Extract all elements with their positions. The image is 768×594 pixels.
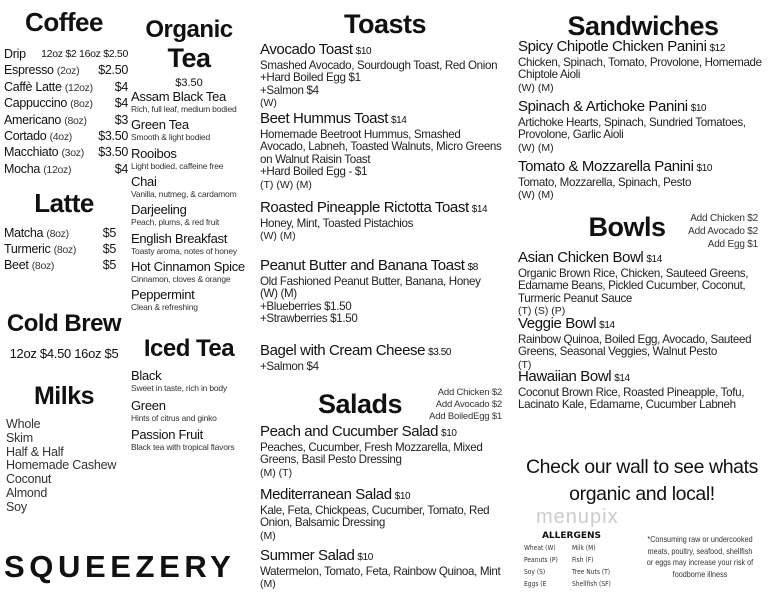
item-description: Rainbow Quinoa, Boiled Egg, Avocado, Sauteed: [518, 333, 752, 346]
item-size: (8oz): [53, 244, 77, 256]
allergen-item: Wheat (W): [524, 544, 556, 552]
coffee-item-label: [4, 145, 84, 161]
menu-item: [260, 200, 515, 243]
coffee-item: [4, 129, 128, 145]
item-price: 12oz $2 16oz $2.50: [41, 48, 128, 60]
item-name: Veggie Bowl: [518, 315, 597, 332]
item-name: Avocado Toast: [260, 41, 353, 58]
sandwiches-heading: Sandwiches: [567, 11, 719, 41]
salad-addon: Add Chicken $2: [437, 387, 502, 398]
item-allergens: (T) (W) (M): [260, 178, 312, 191]
item-description: +Strawberries $1.50: [260, 312, 358, 326]
item-description: (W) (M): [260, 287, 297, 301]
tea-name: Green: [131, 397, 166, 413]
item-price: $14: [614, 373, 630, 384]
menu-item: [260, 258, 515, 326]
item-size: (8oz): [64, 114, 87, 127]
item-price: $3.50: [98, 145, 128, 160]
item-name: Caffè Latte: [4, 79, 62, 94]
latte-item-label: [4, 242, 76, 258]
menu-item: [518, 369, 768, 412]
item-name: Summer Salad: [260, 547, 355, 564]
item-name: Spinach & Artichoke Panini: [518, 98, 688, 115]
item-name: Roasted Pineapple Rictotta Toast: [260, 199, 469, 216]
item-allergens: (W) (M): [518, 189, 554, 202]
item-title: [518, 39, 768, 57]
menu-item: [260, 111, 515, 191]
allergen-item: Eggs (E: [524, 580, 547, 588]
tea-item: [131, 232, 249, 257]
item-allergens: (M) (T): [260, 466, 293, 479]
latte-heading: Latte: [34, 188, 94, 218]
item-description: Onion, Balsamic Dressing: [260, 516, 385, 530]
organic-tea-price: $3.50: [175, 77, 203, 89]
menu-item: [518, 39, 768, 94]
tea-desc: Black tea with tropical flavors: [131, 442, 235, 452]
tea-item: [131, 288, 249, 313]
item-name: Peanut Butter and Banana Toast: [260, 257, 465, 274]
coffee-item: [4, 80, 128, 96]
item-size: (8oz): [46, 228, 69, 240]
menu-item: [518, 159, 768, 202]
item-name: Drip: [4, 47, 26, 61]
coffee-item: [4, 63, 128, 79]
allergen-item: Milk (M): [572, 544, 596, 552]
tea-item: [131, 175, 249, 200]
latte-item: [4, 226, 116, 242]
item-allergens: (W) (M): [518, 141, 554, 154]
item-allergens: (W): [260, 97, 277, 110]
iced-tea-item: [131, 428, 249, 453]
coffee-item-label: [4, 113, 87, 129]
item-name: Asian Chicken Bowl: [518, 249, 644, 266]
allergen-item: Shellfish (SF): [572, 580, 611, 588]
item-price: $5: [102, 258, 116, 272]
item-title: [260, 258, 515, 276]
item-description: Edamame Beans, Pickled Cucumber, Coconut,: [518, 279, 746, 293]
item-name: Cappuccino: [4, 96, 68, 111]
item-description: on Walnut Raisin Toast: [260, 152, 371, 166]
item-price: $8: [467, 262, 478, 273]
item-price: $4: [114, 96, 128, 111]
item-size: (8oz): [70, 98, 93, 111]
item-name: Americano: [4, 112, 62, 127]
salads-heading: Salads: [317, 389, 403, 419]
bowl-addon: Add Chicken $2: [690, 213, 758, 224]
tea-desc: Peach, plums, & red fruit: [131, 217, 220, 228]
item-description: +Salmon $4: [260, 83, 319, 97]
salad-addon: Add Avocado $2: [435, 399, 502, 410]
iced-tea-heading: Iced Tea: [143, 335, 235, 362]
item-description: +Salmon $4: [260, 360, 319, 373]
item-name: Tomato & Mozzarella Panini: [518, 158, 694, 175]
item-description: Lacinato Kale, Edamame, Cucumber Labneh: [518, 398, 736, 412]
item-price: $2.50: [98, 63, 128, 78]
item-allergens: (M): [260, 578, 276, 591]
milk-item: Coconut: [6, 472, 52, 487]
milk-item: Whole: [6, 417, 41, 431]
item-description: Homemade Beetroot Hummus, Smashed: [260, 128, 461, 141]
item-description: Greens, Basil Pesto Dressing: [260, 453, 402, 467]
item-name: Spicy Chipotle Chicken Panini: [518, 38, 707, 55]
menu-item: [260, 548, 515, 591]
allergens-legend: [524, 531, 634, 588]
item-price: $10: [355, 46, 372, 57]
coffee-item: [4, 113, 128, 129]
item-price: $3.50: [98, 129, 128, 143]
brand-logo: SQUEEZERY: [4, 549, 236, 584]
item-description: Turmeric Peanut Sauce: [518, 291, 633, 305]
milk-item: Soy: [6, 499, 27, 514]
item-title: [260, 548, 515, 566]
item-allergens: (T) (S) (P): [518, 305, 566, 318]
item-size: (2oz): [56, 65, 80, 78]
coffee-item: [4, 47, 128, 63]
item-name: Macchiato: [4, 145, 59, 160]
latte-item: [4, 242, 116, 258]
latte-item-label: [4, 258, 54, 274]
item-size: (12oz): [43, 163, 72, 176]
item-title: [518, 369, 768, 387]
salad-addon: Add BoiledEgg $1: [429, 411, 502, 422]
item-price: $10: [357, 552, 373, 563]
tea-name: English Breakfast: [131, 230, 228, 246]
tea-desc: Toasty aroma, notes of honey: [131, 245, 237, 256]
item-price: $10: [690, 103, 707, 114]
cold-brew-heading: Cold Brew: [6, 310, 122, 337]
coffee-item-label: [4, 63, 79, 79]
item-description: +Hard Boiled Egg $1: [260, 71, 361, 85]
item-allergens: (M): [260, 529, 276, 542]
cold-brew-prices: 12oz $4.50 16oz $5: [9, 346, 119, 361]
item-title: [260, 487, 515, 505]
tea-item: [131, 147, 249, 172]
bowl-addon: Add Avocado $2: [688, 226, 758, 237]
toasts-heading: Toasts: [343, 9, 427, 39]
milk-item: Almond: [6, 486, 48, 500]
coffee-item: [4, 162, 128, 178]
item-price: $14: [646, 254, 662, 265]
item-title: [260, 200, 515, 218]
menu-item: [260, 424, 515, 479]
item-price: $12: [709, 43, 726, 54]
tea-name: Darjeeling: [131, 202, 187, 218]
item-description: Avocado, Labneh, Toasted Walnuts, Micro Greens: [260, 140, 502, 154]
watermark-logo: menupix: [536, 506, 619, 528]
tea-item: [131, 203, 249, 228]
item-description: Artichoke Hearts, Spinach, Sundried Tomatoes,: [518, 116, 746, 129]
item-allergens: (T): [518, 358, 532, 371]
menu-item: [260, 42, 515, 110]
item-price: $10: [696, 163, 713, 174]
latte-item: [4, 258, 116, 274]
disclaimer: *Consuming raw or undercooked meats, poultry, seafood, shellfish or eggs may increase your risk of foodborne illness: [646, 534, 754, 579]
item-description: Coconut Brown Rice, Roasted Pineapple, Tofu,: [518, 386, 745, 399]
item-price: $3: [114, 112, 128, 127]
item-size: (4oz): [49, 131, 72, 143]
tea-name: Chai: [131, 173, 157, 189]
item-name: Turmeric: [4, 242, 51, 256]
tea-name: Green Tea: [131, 117, 189, 133]
coffee-heading: Coffee: [25, 7, 103, 37]
item-price: $4: [114, 79, 128, 94]
tea-desc: Clean & refreshing: [131, 302, 198, 313]
item-title: [518, 99, 768, 117]
item-description: Greens, Seasonal Veggies, Walnut Pesto: [518, 345, 717, 359]
item-name: Hawaiian Bowl: [518, 368, 612, 385]
item-allergens: (W) (M): [260, 230, 296, 243]
tea-desc: Cinnamon, cloves & orange: [131, 273, 231, 284]
item-description: Provolone, Garlic Aioli: [518, 128, 624, 142]
milks-heading: Milks: [33, 382, 95, 410]
organic-tea-heading-line2: Tea: [167, 43, 211, 73]
tea-name: Assam Black Tea: [131, 89, 226, 104]
item-name: Bagel with Cream Cheese: [260, 342, 426, 359]
item-description: Watermelon, Tomato, Feta, Rainbow Quinoa, Mint: [260, 565, 501, 578]
tea-desc: Smooth & light bodied: [131, 132, 210, 143]
organic-tea-heading: Organic: [145, 16, 233, 43]
item-price: $10: [394, 491, 411, 502]
item-name: Beet Hummus Toast: [260, 110, 388, 127]
item-price: $14: [390, 115, 407, 126]
item-title: [518, 250, 768, 268]
item-name: Matcha: [4, 226, 44, 240]
menu-item: [518, 250, 768, 318]
coffee-item: [4, 96, 128, 112]
milk-item: Skim: [6, 430, 33, 445]
coffee-item-label: [4, 162, 71, 178]
promo-line-1: Check our wall to see whats: [526, 456, 758, 478]
promo-line-2: organic and local!: [569, 483, 715, 505]
tea-name: Rooibos: [131, 145, 177, 161]
item-price: $14: [471, 204, 488, 215]
item-name: Beet: [4, 258, 29, 272]
bowls-heading: Bowls: [588, 212, 666, 242]
menu-item: [260, 343, 515, 373]
menu-item: [260, 487, 515, 542]
item-price: $5: [102, 226, 116, 240]
coffee-item-label: [4, 47, 26, 63]
item-allergens: (W) (M): [518, 81, 554, 94]
item-description: Chicken, Spinach, Tomato, Provolone, Homemade: [518, 56, 762, 69]
coffee-item: [4, 145, 128, 161]
coffee-item-label: [4, 129, 72, 145]
bowl-addon: Add Egg $1: [707, 239, 758, 250]
milk-item: Half & Half: [6, 444, 64, 459]
coffee-item-label: [4, 80, 93, 96]
tea-desc: Rich, full leaf, medium bodied: [131, 104, 237, 114]
allergen-item: Fish (F): [572, 556, 594, 564]
allergens-title: ALLERGENS: [541, 531, 602, 541]
item-title: [260, 111, 515, 129]
item-name: Espresso: [4, 63, 54, 78]
item-price: $14: [599, 320, 615, 331]
item-description: Organic Brown Rice, Chicken, Sauteed Greens,: [518, 267, 749, 280]
tea-desc: Vanilla, nutmeg, & cardamom: [131, 188, 237, 199]
coffee-item-label: [4, 96, 93, 112]
latte-item-label: [4, 226, 69, 242]
item-description: Smashed Avocado, Sourdough Toast, Red Onion: [260, 59, 498, 72]
tea-desc: Hints of citrus and ginko: [131, 412, 217, 423]
item-price: $4: [114, 161, 128, 176]
menu-item: [518, 99, 768, 154]
item-name: Mediterranean Salad: [260, 486, 392, 503]
item-title: [518, 159, 768, 177]
item-description: Peaches, Cucumber, Fresh Mozzarella, Mixed: [260, 441, 483, 454]
item-description: +Hard Boiled Egg - $1: [260, 165, 368, 179]
item-price: $10: [441, 428, 457, 439]
tea-item: [131, 118, 249, 143]
tea-desc: Light bodied, caffeine free: [131, 160, 224, 171]
item-size: (12oz): [64, 81, 93, 94]
milk-item: Homemade Cashew: [6, 458, 117, 473]
item-description: Old Fashioned Peanut Butter, Banana, Honey: [260, 275, 481, 288]
item-title: [518, 316, 768, 334]
item-title: [260, 42, 515, 60]
item-description: Honey, Mint, Toasted Pistachios: [260, 217, 414, 230]
allergen-item: Soy (S): [524, 568, 546, 576]
item-name: Cortado: [4, 129, 47, 143]
item-name: Mocha: [4, 161, 41, 176]
item-title: [260, 343, 515, 361]
item-price: $5: [102, 242, 116, 256]
item-description: +Blueberries $1.50: [260, 299, 352, 313]
tea-item: [131, 260, 249, 285]
iced-tea-item: [131, 399, 249, 424]
tea-name: Black: [131, 368, 162, 383]
tea-desc: Sweet in taste, rich in body: [131, 383, 227, 393]
iced-tea-item: [131, 369, 249, 394]
item-name: Peach and Cucumber Salad: [260, 423, 439, 440]
item-description: Tomato, Mozzarella, Spinach, Pesto: [518, 176, 692, 189]
tea-name: Passion Fruit: [131, 427, 203, 442]
item-size: (8oz): [31, 260, 55, 272]
item-description: Kale, Feta, Chickpeas, Cucumber, Tomato, Red: [260, 504, 490, 517]
item-title: [260, 424, 515, 442]
allergen-item: Peanuts (P): [524, 556, 558, 564]
tea-name: Hot Cinnamon Spice: [131, 258, 245, 274]
item-size: (3oz): [61, 147, 84, 160]
allergen-item: Tree Nuts (T): [572, 568, 611, 576]
item-description: Chiptole Aioli: [518, 68, 581, 82]
tea-item: [131, 90, 249, 115]
tea-name: Peppermint: [131, 287, 195, 303]
menu-item: [518, 316, 768, 371]
item-price: $3.50: [428, 347, 452, 358]
